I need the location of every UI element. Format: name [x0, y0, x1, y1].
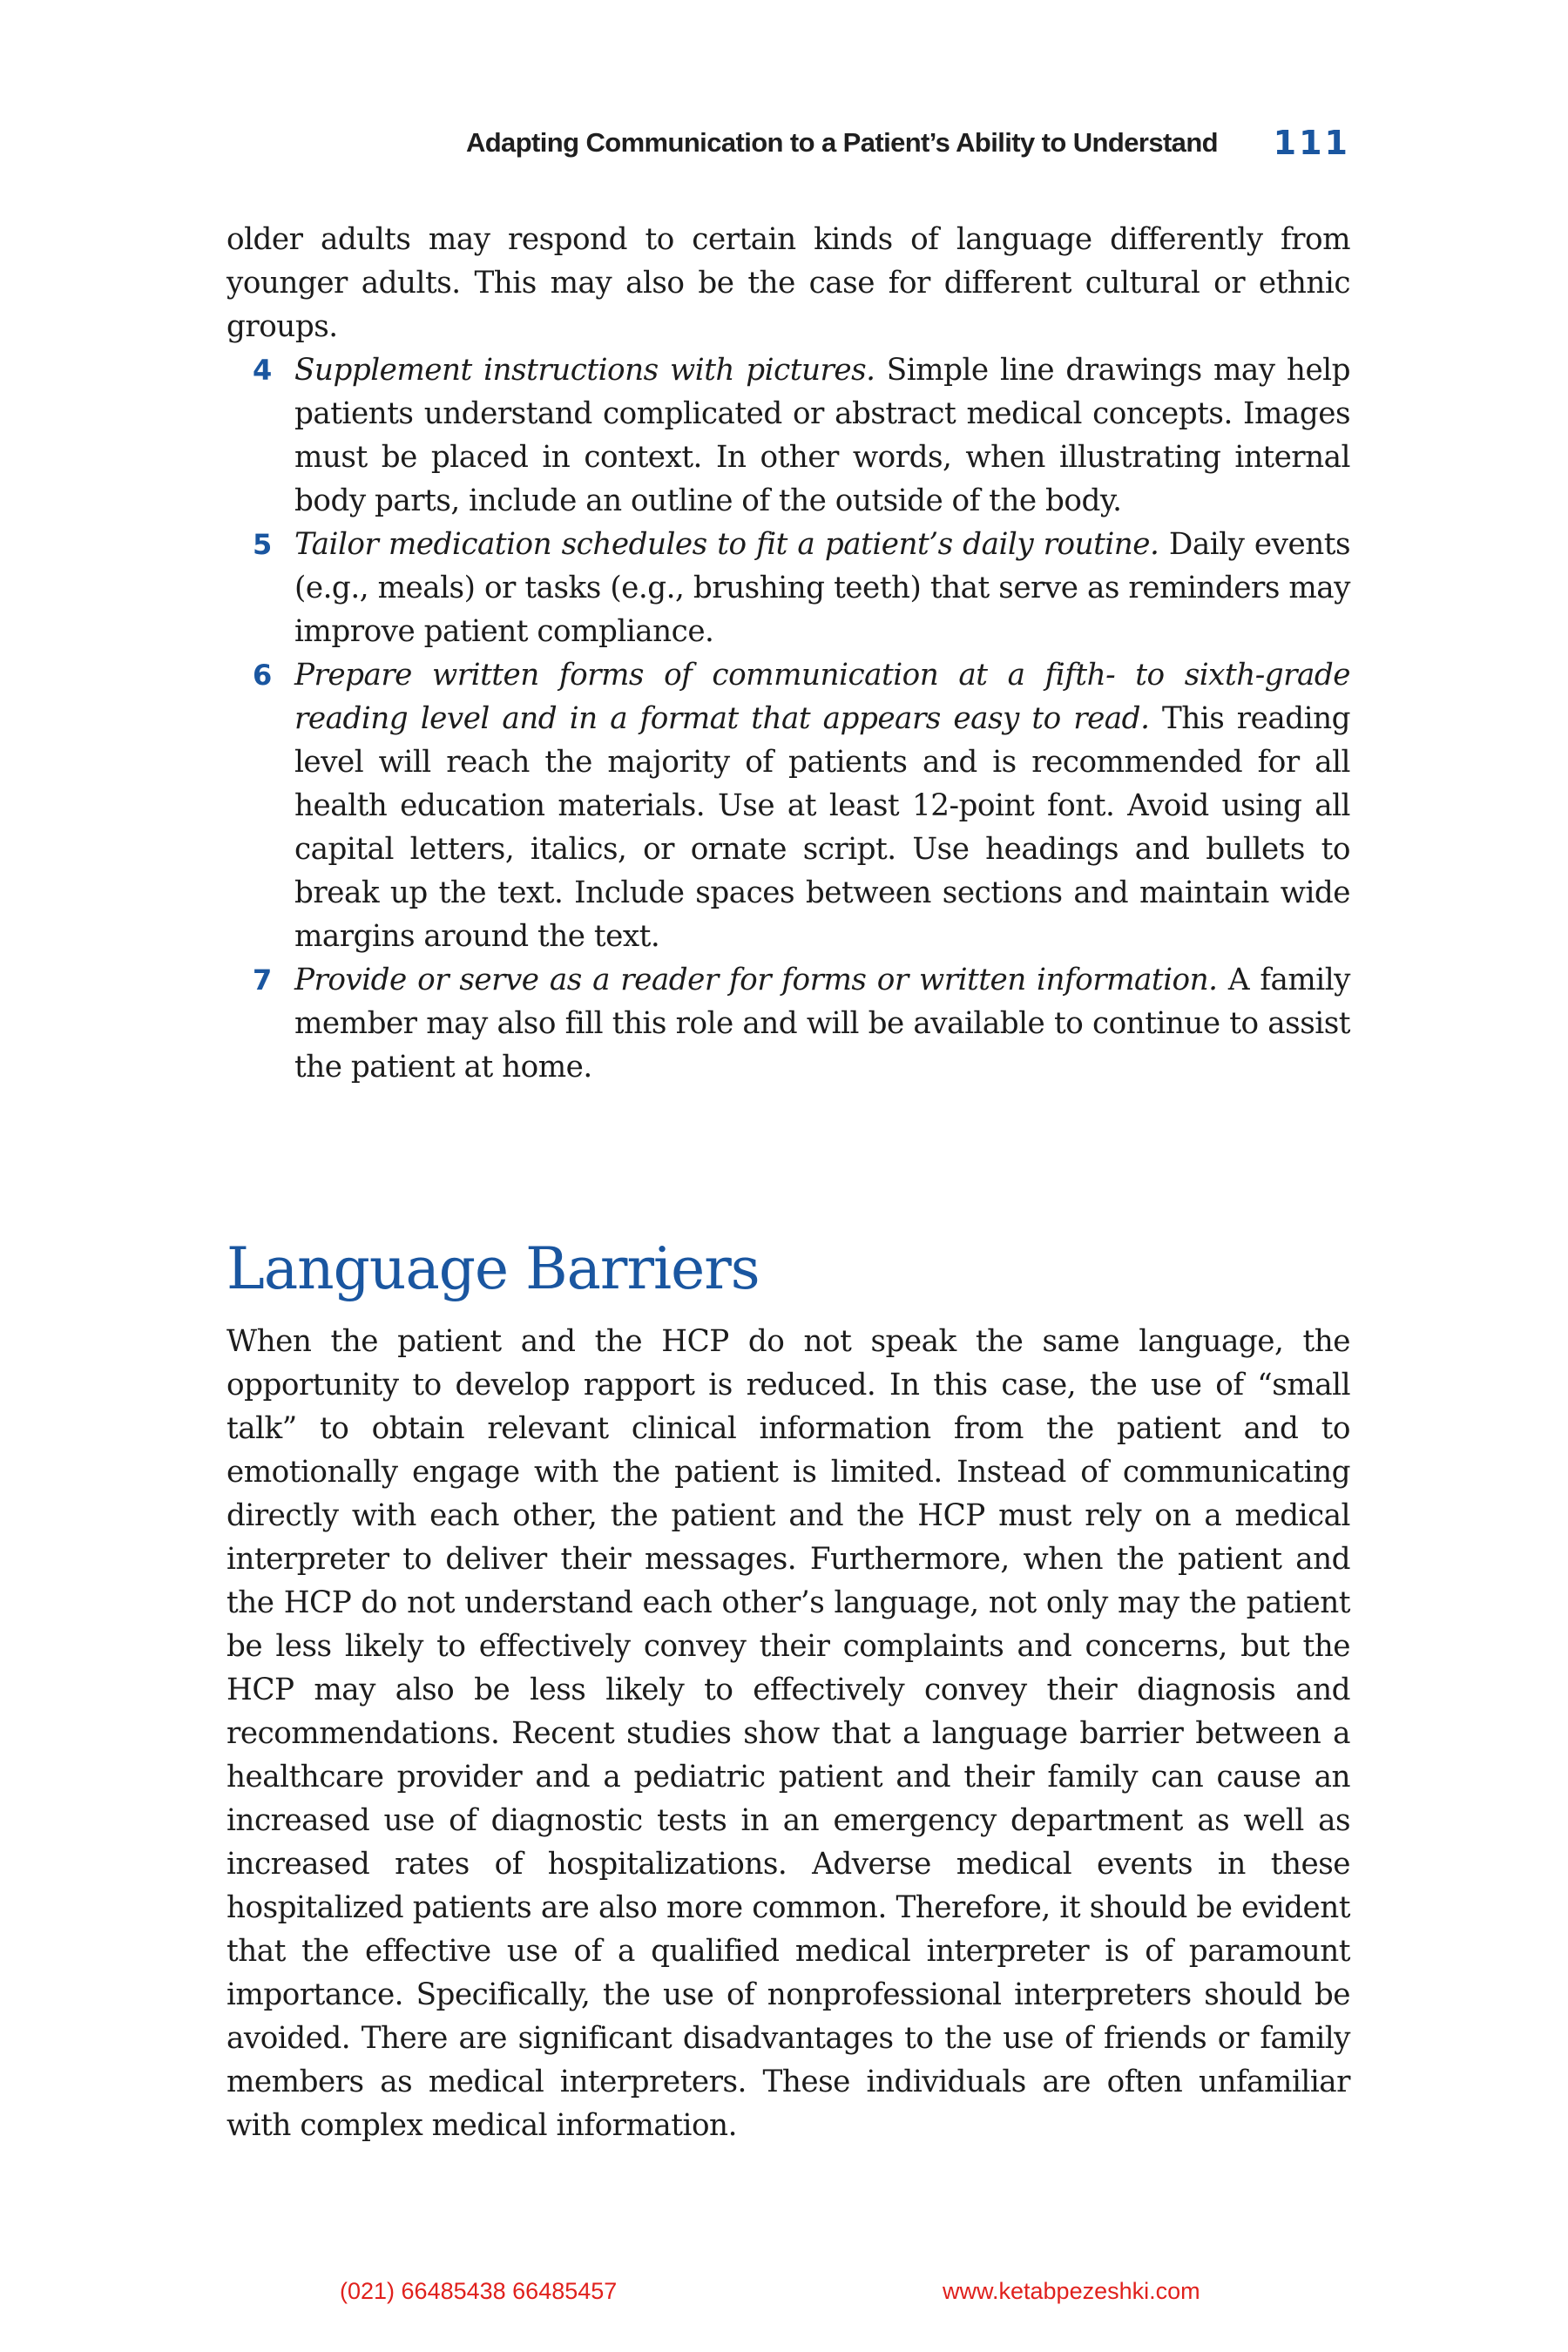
tip-lead: Supplement instructions with pictures. — [294, 353, 875, 388]
tip-number: 4 — [253, 354, 272, 387]
tip-number: 7 — [253, 963, 272, 997]
intro-paragraph: older adults may respond to certain kinds of language differently from younger adults. This may also be the case for different cultural or ethnic groups. — [226, 222, 1350, 344]
tip-item — [226, 653, 1350, 958]
tip-lead: Tailor medication schedules to fit a patient’s daily routine. — [294, 527, 1159, 562]
running-header — [226, 124, 1350, 167]
tip-number: 6 — [253, 659, 272, 692]
section-heading: Language Barriers — [226, 1235, 760, 1302]
footer-phone: (021) 66485438 66485457 — [340, 2278, 618, 2304]
section-paragraph: When the patient and the HCP do not speak the same language, the opportunity to develop rapport is reduced. In this case, the use of “small talk” to obtain relevant clinical information from the patient and to emotionally engage with the patient is limited. Instead of communicating directly with each other, the patient and the HCP must rely on a medical interpreter to deliver their messages. Furthermore, when the patient and the HCP do not understand each other’s language, not only may the patient be less likely to effectively convey their complaints and concerns, but the HCP may also be less likely to effectively convey their diagnosis and recommendations. Recent studies show that a language barrier between a healthcare provider and a pediatric patient and their family can cause an increased use of diagnostic tests in an emergency department as well as increased rates of hospitalizations. Adverse medical events in these hospitalized patients are also more common. Therefore, it should be evident that the effective use of a qualified medical interpreter is of paramount importance. Specifically, the use of nonprofessional interpreters should be avoided. There are significant disadvantages to the use of friends or family members as medical interpreters. These individuals are often unfamiliar with complex medical information. — [226, 1324, 1350, 2143]
running-title: Adapting Communication to a Patient’s Ability to Understand — [465, 127, 1218, 158]
tip-item — [226, 523, 1350, 653]
page-number: 111 — [1273, 124, 1350, 162]
tip-lead: Provide or serve as a reader for forms or written information. — [294, 963, 1218, 997]
tip-text: This reading level will reach the majority of patients and is recommended for all health education materials. Use at least 12-point font. Avoid using all capital letters, italics, or ornate script. Use headings and bullets to break up the text. Include spaces between sections and maintain wide margins around the text. — [294, 701, 1350, 954]
tip-text: Daily events (e.g., meals) or tasks (e.g., brushing teeth) that serve as reminders may improve patient compliance. — [294, 527, 1350, 649]
tip-item — [226, 958, 1350, 1089]
tip-item — [226, 348, 1350, 523]
tip-number: 5 — [253, 528, 272, 561]
footer-url[interactable]: www.ketabpezeshki.com — [943, 2278, 1200, 2304]
tip-text: Simple line drawings may help patients understand complicated or abstract medical concepts. Images must be placed in context. In other words, when illustrating internal body parts, include an outline of the outside of the body. — [294, 353, 1350, 518]
tip-text: A family member may also fill this role and will be available to continue to assist the patient at home. — [294, 963, 1350, 1085]
tip-lead: Prepare written forms of communication at a fifth- to sixth-grade reading level and in a format that appears easy to read. — [294, 658, 1350, 736]
tips-list — [226, 348, 1350, 1089]
